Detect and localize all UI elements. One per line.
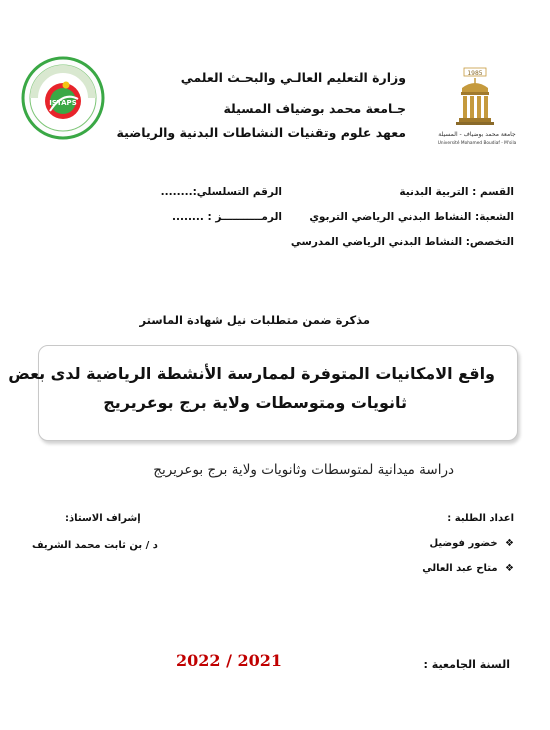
study-description: دراسة ميدانية لمتوسطات وثانويات ولاية برج بوعريريج	[153, 462, 454, 478]
bullet-icon: ❖	[505, 563, 514, 574]
code-field: الرمـــــــــــز : ........	[171, 211, 282, 223]
academic-year-value: 2022 / 2021	[176, 651, 283, 670]
specialty-label: التخصص: النشاط البدني الرياضي المدرسي	[290, 236, 514, 248]
student-2	[422, 563, 514, 574]
logo-year: 1985	[467, 70, 483, 77]
department-label: القسم : التربية البدنية	[399, 186, 514, 198]
student-1-name: خضور فوضيل	[429, 538, 498, 549]
university-logo	[437, 66, 517, 150]
serial-number: الرقم التسلسلي:........	[160, 186, 282, 198]
supervisor-name: د / بن ثابت محمد الشريف	[32, 540, 158, 551]
title-line-1: واقع الامكانيات المتوفرة لممارسة الأنشطة الرياضية لدى بعض	[8, 364, 495, 383]
bullet-icon: ❖	[505, 538, 514, 549]
student-1	[429, 538, 514, 549]
logo-caption-ar: جامعة محمد بوضياف - المسيلة	[438, 131, 516, 138]
institute-logo	[20, 55, 106, 141]
students-label: اعداد الطلبة :	[447, 513, 514, 524]
title-line-2: ثانويات ومتوسطات ولاية برج بوعريريج	[103, 393, 407, 412]
university-name: جـامعة محمد بوضياف المسيلة	[223, 101, 406, 116]
institute-logo-text: ISTAPS	[49, 99, 77, 107]
title-box	[8, 345, 518, 441]
student-2-name: متاح عبد العالي	[422, 563, 498, 574]
ministry-name: وزارة التعليم العالـي والبحـث العلمي	[180, 70, 406, 85]
branch-label: الشعبة: النشاط البدني الرياضي التربوي	[309, 211, 514, 223]
institute-name: معهد علوم وتقنيات النشاطات البدنية والرياضية	[116, 125, 406, 140]
thesis-subtitle: مذكرة ضمن متطلبات نيل شهادة الماستر	[139, 313, 370, 327]
supervisor-label: إشراف الاستاذ:	[65, 513, 141, 524]
logo-caption-fr: Université Mohamed Boudiaf - M'sila	[437, 141, 517, 146]
academic-year-label: السنة الجامعية :	[423, 658, 510, 671]
